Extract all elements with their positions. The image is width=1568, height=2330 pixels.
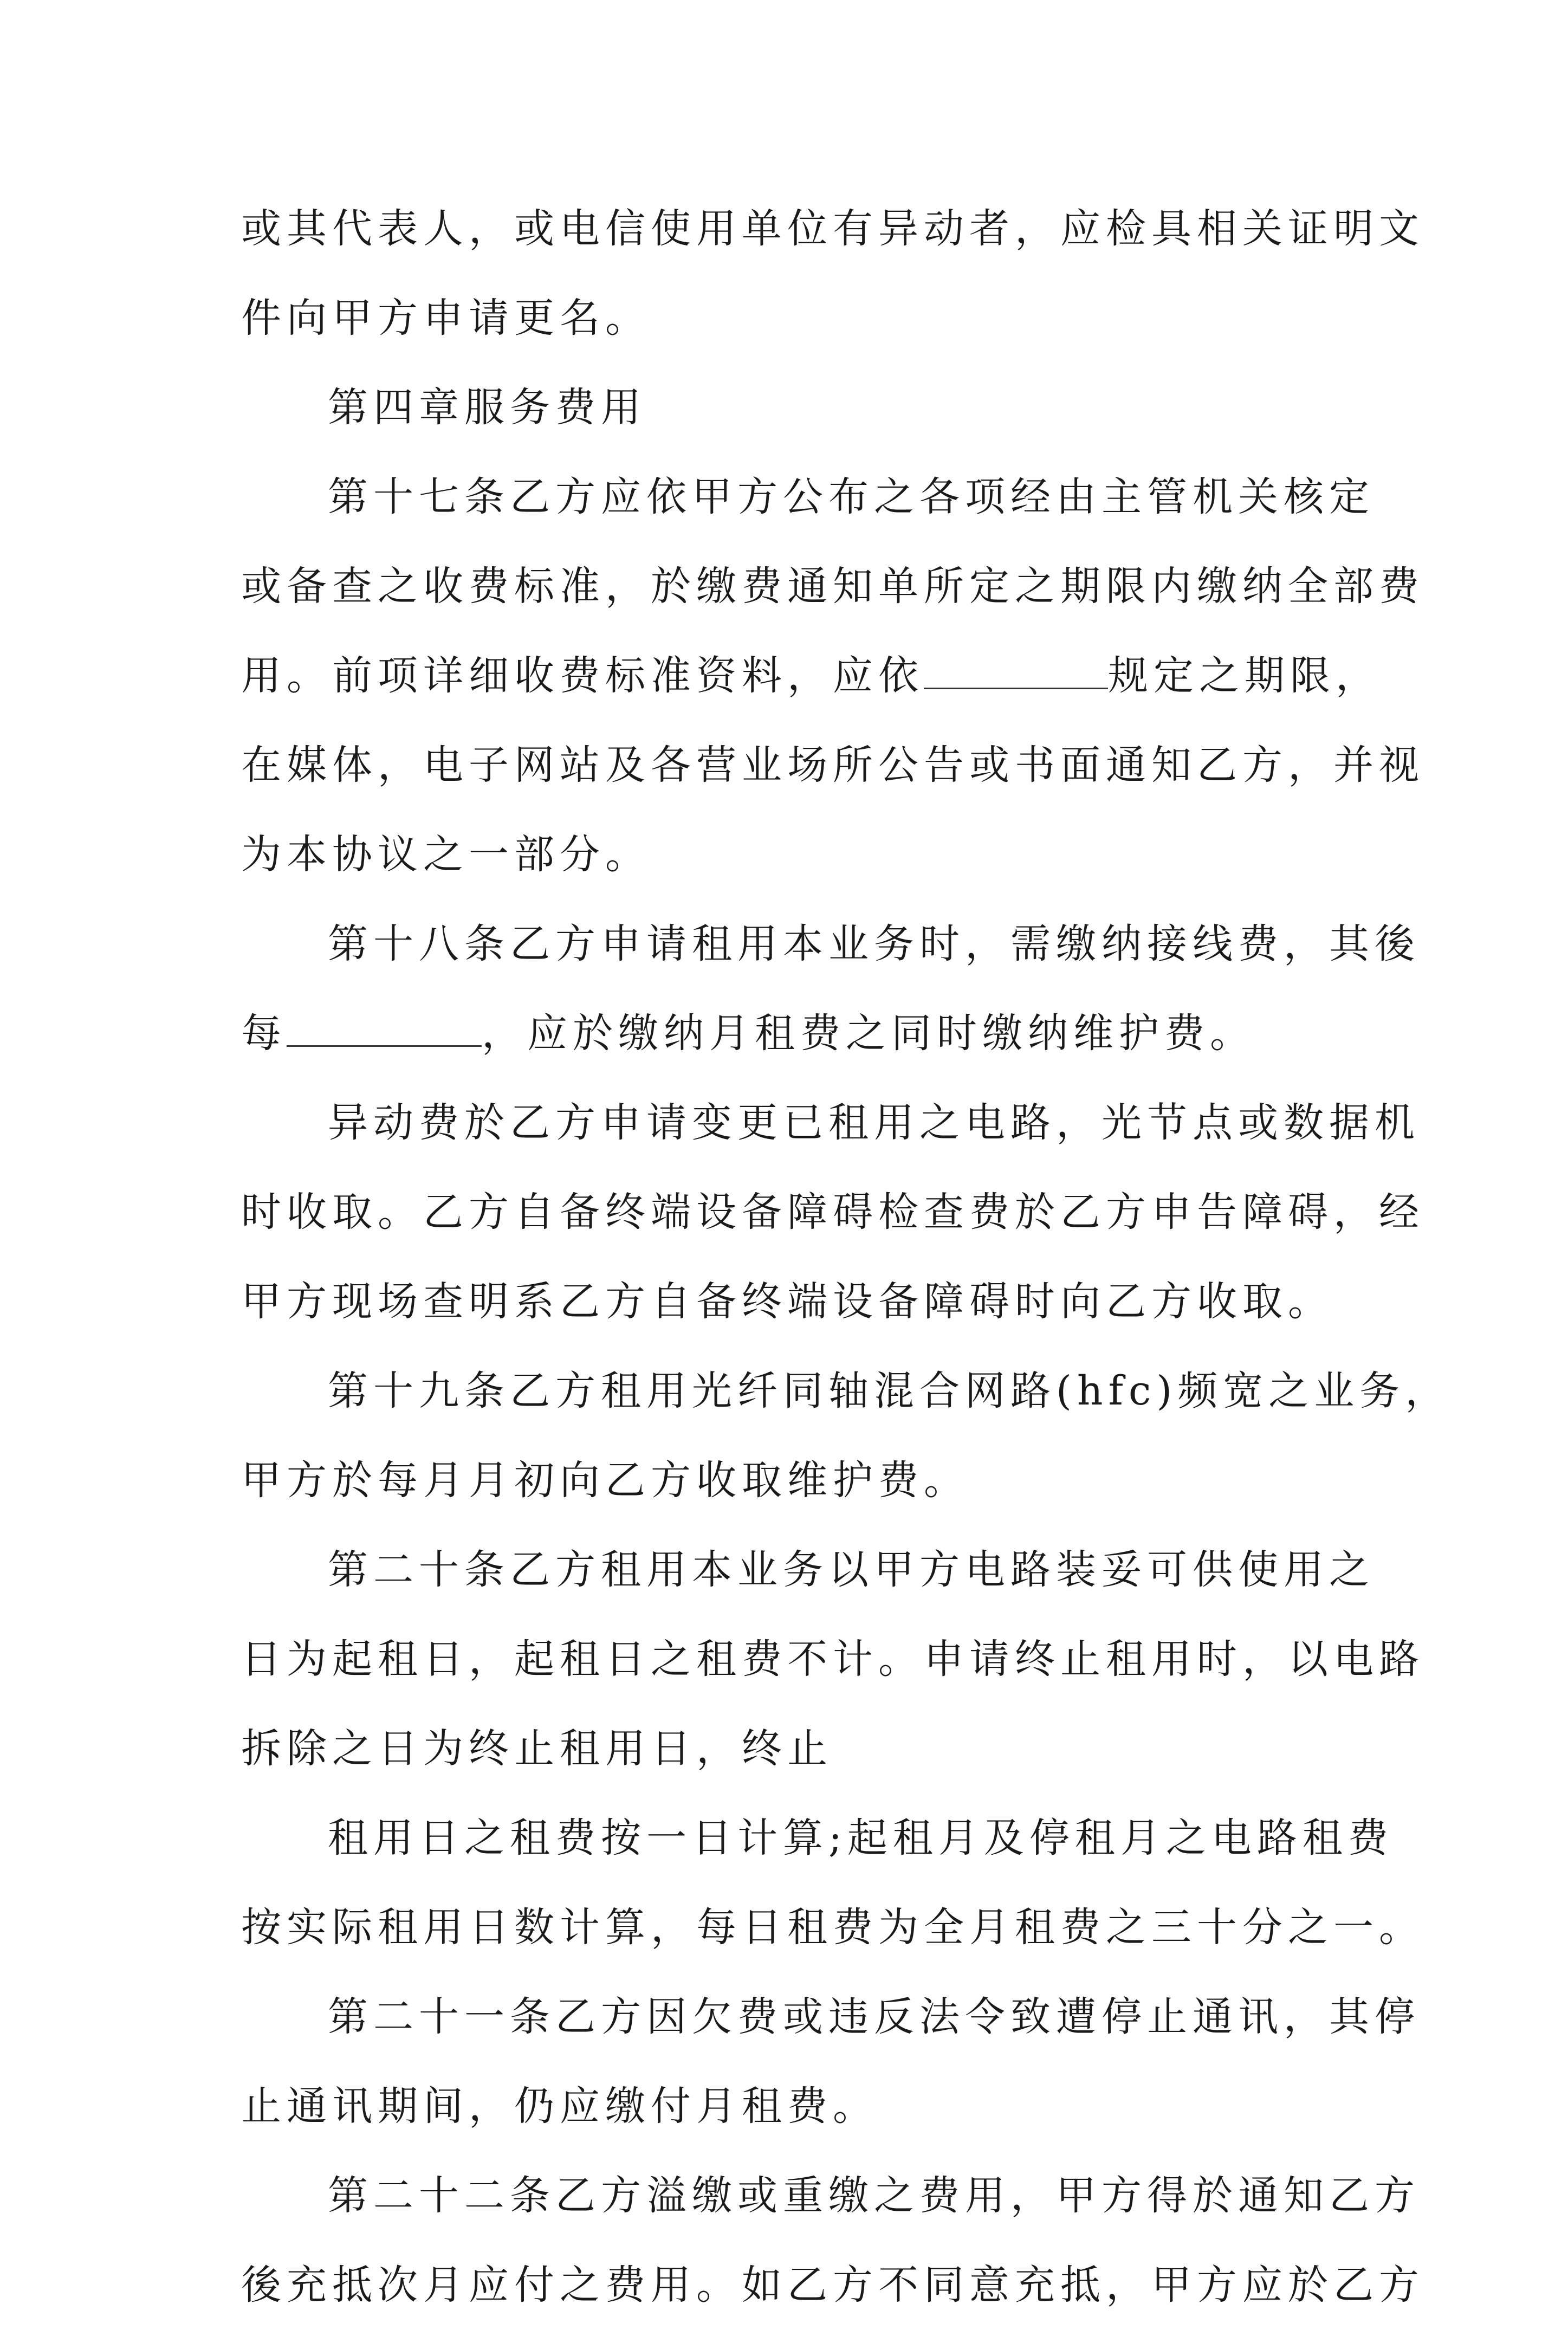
article-20-line: 第二十条乙方租用本业务以甲方电路装妥可供使用之 — [328, 1546, 1375, 1593]
text-line: 後充抵次月应付之费用。如乙方不同意充抵，甲方应於乙方 — [241, 2262, 1424, 2308]
text-line: 日为起租日，起租日之租费不计。申请终止租用时，以电路 — [241, 1636, 1424, 1682]
article-18-line: 第十八条乙方申请租用本业务时，需缴纳接线费，其後 — [328, 921, 1420, 967]
article-22-line: 第二十二条乙方溢缴或重缴之费用，甲方得於通知乙方 — [328, 2172, 1420, 2219]
document-body — [241, 184, 1451, 2330]
text-line: 甲方於每月月初向乙方收取维护费。 — [241, 1457, 969, 1504]
text-line: 时收取。乙方自备终端设备障碍检查费於乙方申告障碍，经 — [241, 1189, 1424, 1235]
text-line: 或其代表人，或电信使用单位有异动者，应检具相关证明文 — [241, 205, 1424, 252]
article-19-line: 第十九条乙方租用光纤同轴混合网路(hfc)频宽之业务， — [328, 1368, 1451, 1414]
text-segment: 规定之期限， — [1108, 652, 1381, 699]
text-line — [241, 989, 1341, 1078]
text-line: 止通讯期间，仍应缴付月租费。 — [241, 2083, 878, 2130]
text-line: 为本协议之一部分。 — [241, 831, 651, 878]
text-segment: ，应於缴纳月租费之同时缴纳维护费。 — [482, 1010, 1255, 1057]
text-line — [241, 631, 1381, 721]
text-line: 甲方现场查明系乙方自备终端设备障碍时向乙方收取。 — [241, 1278, 1333, 1325]
text-segment: 用。前项详细收费标准资料，应依 — [241, 652, 924, 699]
fill-in-blank — [924, 655, 1108, 689]
article-21-line: 第二十一条乙方因欠费或违反法令致遭停止通讯，其停 — [328, 1994, 1420, 2040]
text-segment: 每 — [241, 1010, 287, 1057]
text-line: 租用日之租费按一日计算;起租月及停租月之电路租费 — [328, 1815, 1394, 1861]
text-line: 件向甲方申请更名。 — [241, 295, 651, 341]
chapter-heading: 第四章服务费用 — [328, 384, 646, 431]
fill-in-blank — [287, 1013, 482, 1047]
text-line: 或备查之收费标准，於缴费通知单所定之期限内缴纳全部费 — [241, 563, 1424, 610]
text-line: 在媒体，电子网站及各营业场所公告或书面通知乙方，并视 — [241, 742, 1424, 788]
text-line: 按实际租用日数计算，每日租费为全月租费之三十分之一。 — [241, 1904, 1424, 1951]
text-line: 异动费於乙方申请变更已租用之电路，光节点或数据机 — [328, 1099, 1420, 1146]
article-17-line: 第十七条乙方应依甲方公布之各项经由主管机关核定 — [328, 474, 1375, 520]
text-line: 拆除之日为终止租用日，终止 — [241, 1725, 833, 1772]
